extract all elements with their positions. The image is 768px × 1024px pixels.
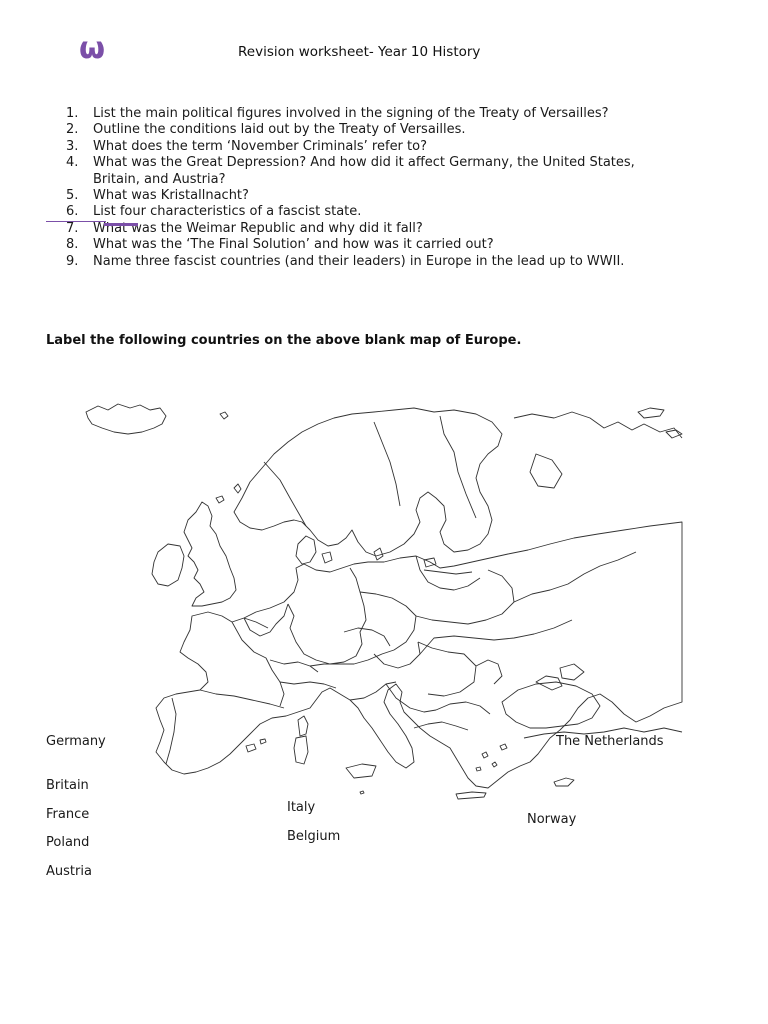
map-iceland <box>86 404 166 434</box>
question-number: 6. <box>66 204 79 220</box>
list-item <box>66 254 706 270</box>
question-text: List four characteristics of a fascist state. <box>93 204 362 220</box>
map-finland-russia-border <box>440 416 476 518</box>
annotation-underline <box>104 223 138 226</box>
question-text-continued: Britain, and Austria? <box>93 171 226 187</box>
map-moldova-border <box>476 660 502 684</box>
country-label-belgium: Belgium <box>287 829 341 844</box>
map-baltics-border-2 <box>424 570 472 574</box>
map-shetland <box>234 484 241 493</box>
map-germany-border <box>288 568 366 664</box>
list-item <box>66 188 706 204</box>
question-text: Outline the conditions laid out by the Treaty of Versailles. <box>93 122 466 138</box>
list-item <box>66 221 706 237</box>
map-poland-border <box>360 592 416 650</box>
map-black-sea <box>502 682 600 728</box>
list-item <box>66 204 706 220</box>
list-item <box>66 139 706 155</box>
map-aegean-island-1 <box>482 752 488 758</box>
map-aegean-island-4 <box>500 744 507 750</box>
map-azov-sea <box>560 664 584 680</box>
map-cyprus <box>554 778 574 786</box>
map-balearic-mallorca <box>246 744 256 752</box>
list-item <box>66 106 706 122</box>
question-text: What was the Great Depression? And how did it affect Germany, the United States, <box>93 155 635 171</box>
question-text: What does the term ‘November Criminals’ refer to? <box>93 138 427 154</box>
map-malta <box>360 791 364 794</box>
map-corsica <box>298 716 308 736</box>
question-text: What was the Weimar Republic and why did it fall? <box>93 220 423 236</box>
country-label-poland: Poland <box>46 835 90 850</box>
map-hungary-border <box>374 642 420 668</box>
country-label-austria: Austria <box>46 864 92 879</box>
question-number: 3. <box>66 138 79 154</box>
map-sardinia <box>294 736 308 764</box>
map-balkans-border-1 <box>350 682 396 700</box>
map-ukraine-border <box>420 620 572 654</box>
map-italy-border <box>280 682 336 688</box>
country-label-netherlands: The Netherlands <box>556 734 664 749</box>
question-text: What was the ‘The Final Solution’ and how was it carried out? <box>93 237 494 253</box>
map-balkans-border-2 <box>386 684 436 712</box>
country-label-norway: Norway <box>527 812 577 827</box>
map-orkney <box>216 496 224 503</box>
country-label-germany: Germany <box>46 734 106 749</box>
question-number: 1. <box>66 106 79 121</box>
map-czech-border <box>344 628 390 646</box>
map-great-britain <box>184 502 236 606</box>
map-arctic-island-1 <box>638 408 664 418</box>
question-number: 5. <box>66 188 79 204</box>
map-romania-border <box>418 642 476 696</box>
map-faroe-islands <box>220 412 228 419</box>
country-label-france: France <box>46 807 90 822</box>
map-greece-border <box>414 722 468 730</box>
question-number: 7. <box>66 220 79 236</box>
question-number: 8. <box>66 237 79 253</box>
map-spain-france-border <box>200 690 284 708</box>
map-ireland <box>152 544 184 586</box>
question-list <box>66 106 706 270</box>
map-sweden-finland-border <box>374 422 400 506</box>
school-logo-icon: ω <box>79 31 105 66</box>
country-label-britain: Britain <box>46 778 89 793</box>
map-russia-border <box>514 552 636 602</box>
list-item <box>66 155 706 188</box>
map-balearic-menorca <box>260 739 266 744</box>
list-item <box>66 237 706 253</box>
map-arctic-island-2 <box>666 430 682 438</box>
question-number: 9. <box>66 253 79 269</box>
map-aegean-island-2 <box>492 762 497 767</box>
list-item <box>66 122 706 138</box>
question-text: What was Kristallnacht? <box>93 188 249 204</box>
map-crete <box>456 792 486 799</box>
map-belarus-border <box>416 570 514 624</box>
question-text: List the main political figures involved in the signing of the Treaty of Versailles? <box>93 106 609 121</box>
question-number: 4. <box>66 155 79 171</box>
page-title: Revision worksheet- Year 10 History <box>238 44 481 60</box>
map-zealand <box>322 552 332 563</box>
question-number: 2. <box>66 122 79 138</box>
map-portugal-border <box>166 698 176 764</box>
map-bulgaria-border <box>436 702 490 714</box>
map-norway-sweden-border <box>264 462 306 526</box>
map-instruction: Label the following countries on the above blank map of Europe. <box>46 333 522 348</box>
map-white-sea <box>530 454 562 488</box>
map-sicily <box>346 764 376 778</box>
map-denmark <box>296 536 316 564</box>
annotation-line <box>46 221 106 222</box>
country-label-italy: Italy <box>287 800 316 815</box>
map-belgium-border <box>244 618 268 628</box>
map-aegean-island-3 <box>476 767 481 771</box>
map-kola-peninsula <box>514 412 682 438</box>
question-text: Name three fascist countries (and their leaders) in Europe in the lead up to WWII. <box>93 253 625 269</box>
